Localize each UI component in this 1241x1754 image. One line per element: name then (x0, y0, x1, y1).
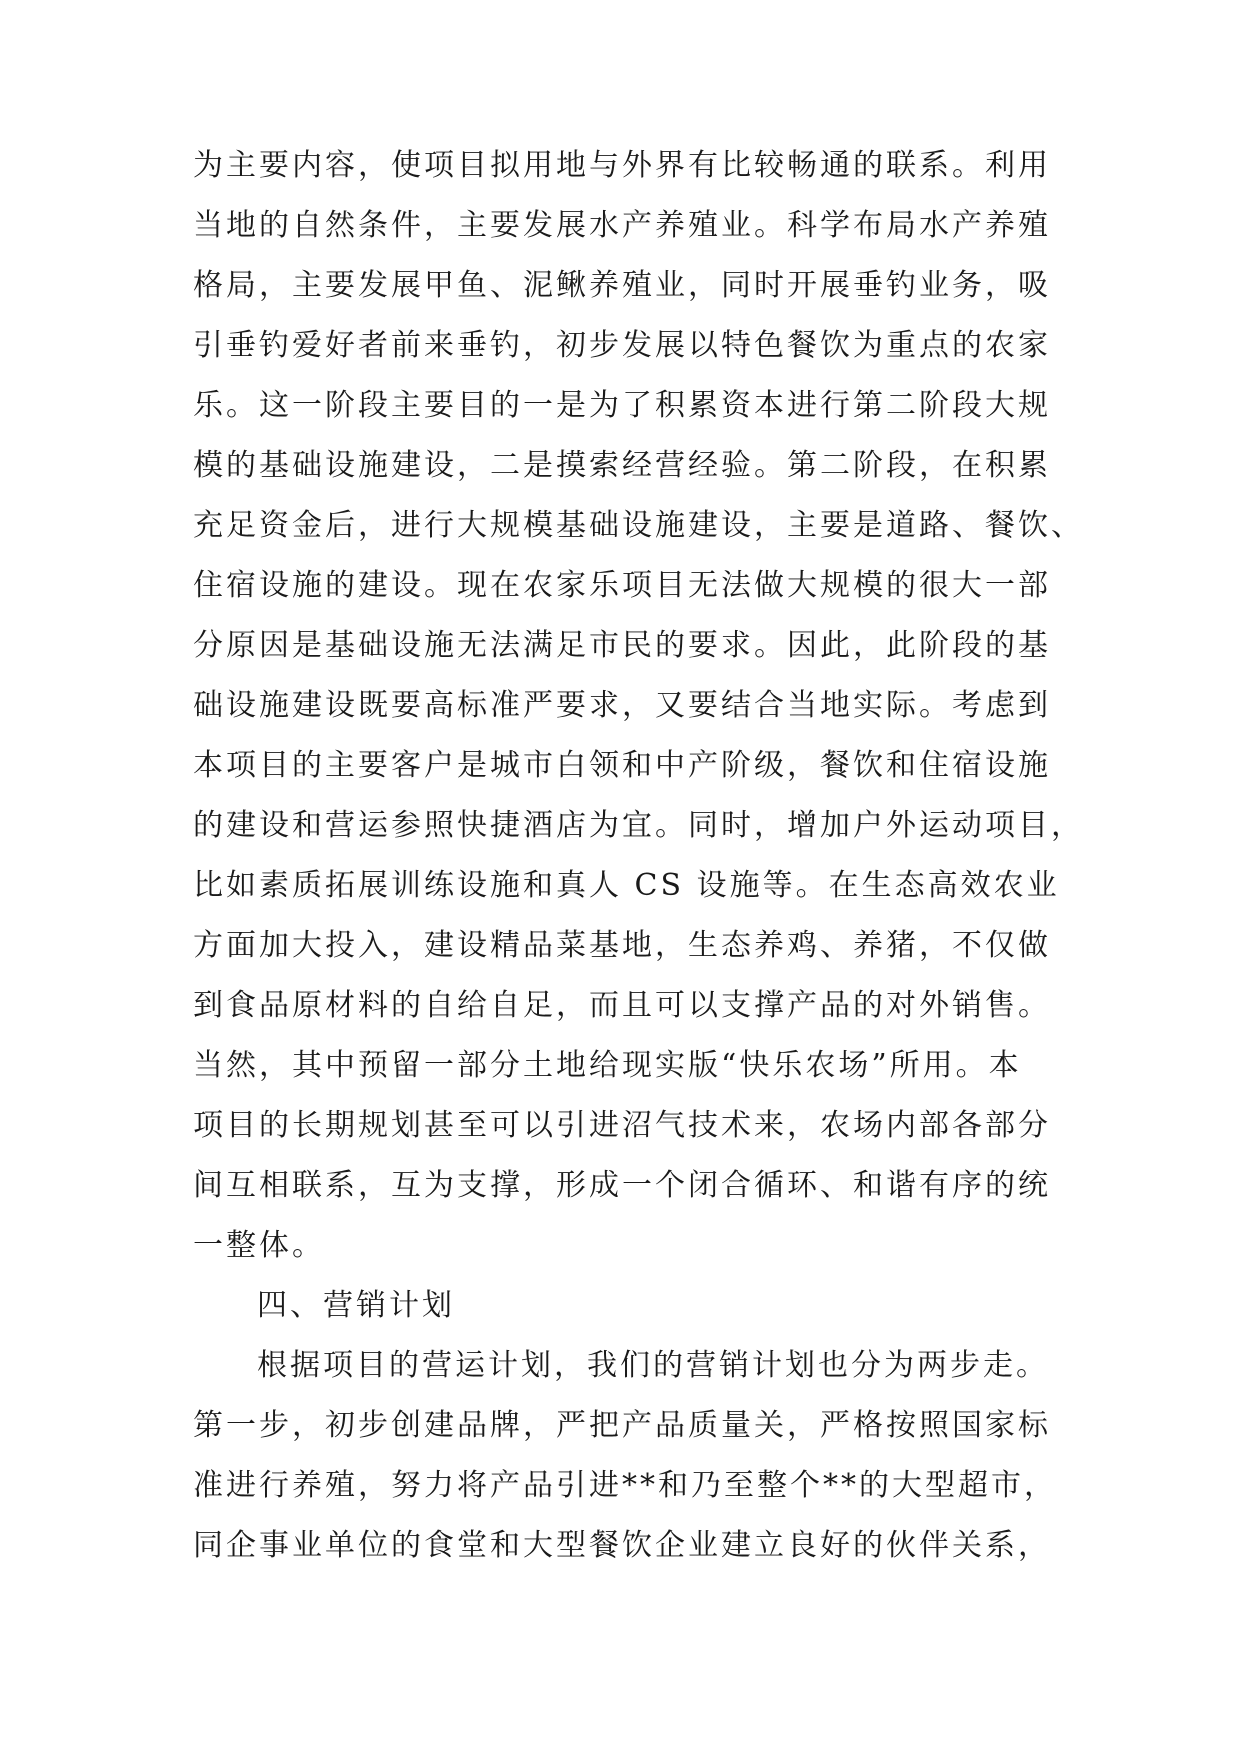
text-line: 根据项目的营运计划，我们的营销计划也分为两步走。 (257, 1348, 1049, 1383)
text-line: 准进行养殖，努力将产品引进**和乃至整个**的大型超市， (193, 1468, 1057, 1503)
text-line: 方面加大投入，建设精品菜基地，生态养鸡、养猪，不仅做 (193, 928, 1051, 963)
text-line: 同企事业单位的食堂和大型餐饮企业建立良好的伙伴关系， (193, 1528, 1051, 1563)
text-line: 间互相联系，互为支撑，形成一个闭合循环、和谐有序的统 (193, 1168, 1051, 1203)
text-line: 本项目的主要客户是城市白领和中产阶级，餐饮和住宿设施 (193, 748, 1051, 783)
text-line: 一整体。 (193, 1228, 325, 1263)
text-line: 充足资金后，进行大规模基础设施建设，主要是道路、餐饮、 (193, 508, 1084, 543)
text-line: 的建设和营运参照快捷酒店为宜。同时，增加户外运动项目， (193, 808, 1084, 843)
text-line: 乐。这一阶段主要目的一是为了积累资本进行第二阶段大规 (193, 388, 1051, 423)
text-line: 格局，主要发展甲鱼、泥鳅养殖业，同时开展垂钓业务，吸 (193, 268, 1051, 303)
text-line: 项目的长期规划甚至可以引进沼气技术来，农场内部各部分 (193, 1108, 1051, 1143)
section-heading: 四、营销计划 (257, 1288, 455, 1323)
body-text (193, 136, 1084, 1576)
section-heading-block (193, 1276, 1053, 1336)
text-line: 当地的自然条件，主要发展水产养殖业。科学布局水产养殖 (193, 208, 1051, 243)
text-line: 分原因是基础设施无法满足市民的要求。因此，此阶段的基 (193, 628, 1051, 663)
text-line: 模的基础设施建设，二是摸索经营经验。第二阶段，在积累 (193, 448, 1051, 483)
text-line: 为主要内容，使项目拟用地与外界有比较畅通的联系。利用 (193, 148, 1051, 183)
text-line: 第一步，初步创建品牌，严把产品质量关，严格按照国家标 (193, 1408, 1051, 1443)
text-line: 当然，其中预留一部分土地给现实版“快乐农场”所用。本 (193, 1048, 1022, 1083)
text-line: 到食品原材料的自给自足，而且可以支撑产品的对外销售。 (193, 988, 1051, 1023)
paragraph-1 (193, 136, 1084, 1276)
text-line: 引垂钓爱好者前来垂钓，初步发展以特色餐饮为重点的农家 (193, 328, 1051, 363)
text-line: 础设施建设既要高标准严要求，又要结合当地实际。考虑到 (193, 688, 1051, 723)
text-line: 住宿设施的建设。现在农家乐项目无法做大规模的很大一部 (193, 568, 1051, 603)
paragraph-2 (193, 1336, 1057, 1576)
text-line: 比如素质拓展训练设施和真人 CS 设施等。在生态高效农业 (193, 868, 1060, 903)
